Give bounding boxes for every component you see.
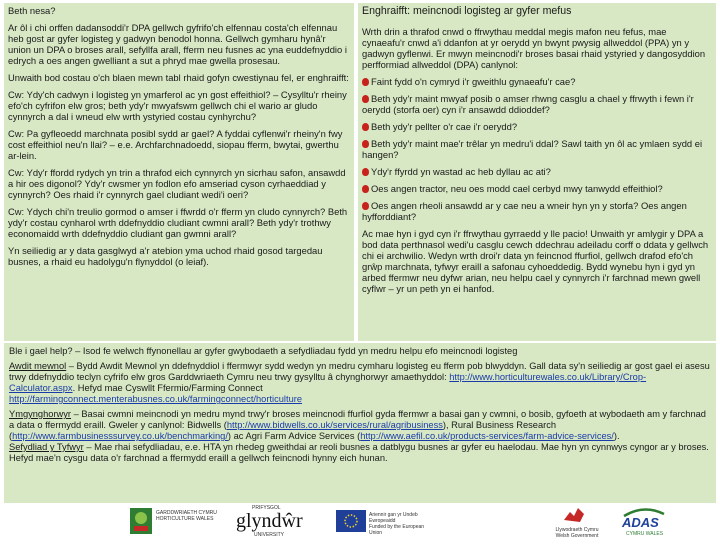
eu-line1: Ariennir gan yr Undeb Ewropeaidd bbox=[369, 512, 418, 524]
right-panel bbox=[358, 3, 716, 341]
left-paragraph: Unwaith bod costau o'ch blaen mewn tabl rhaid gofyn cwestiynau fel, er enghraifft: bbox=[8, 72, 349, 83]
ymgynghorwyr-title: Ymgynghorwyr bbox=[9, 409, 72, 419]
adas-sub: CYMRU WALES bbox=[626, 531, 664, 537]
eu-logo bbox=[334, 504, 434, 540]
ymgynghorwyr-section: Ymgynghorwyr – Basai cwmni meincnodi yn medru mynd trwy'r broses meincnodi ffurfiol gyda ffermwr a basai gan y cwmni, o bosib, gyfoeth at wybodaeth am y farchnad a data o ffermydd eraill. Gweler y canlynol: Bidwells (http://www.bidwells.co.uk/services/rural/agribusiness), Rural Business Research (http://www.farmbusinesssurvey.co.uk/benchmarking/) ac Agri Farm Advice Services (http://www.aefil.co.uk/products-services/farm-advice-services/). bbox=[9, 409, 706, 441]
apple-icon bbox=[362, 123, 369, 131]
wg-line2: Welsh Government bbox=[555, 533, 599, 539]
dragon-icon bbox=[562, 504, 586, 526]
left-question: Cw: Pa gyfleoedd marchnata posibl sydd ar gael? A fyddai cyflenwi'r rheiny'n fwy cost effeithiol neu'n llai? – e.e. Archfarchnadoedd, siopau fferm, bwytai, gwerthu ar-lein. bbox=[8, 128, 343, 161]
example-intro: Wrth drin a thrafod cnwd o ffrwythau meddal megis mafon neu fefus, mae cynaeafu'r cnwd a'i ddanfon at yr oerydd yn bwynt pwysig allweddol (PPA) yn y gadwyn gyflenwi. Er mwyn meincnodi'r broses basai rhaid ystyried y dangosyddion perfformiad allweddol (DPA) canlynol: bbox=[362, 26, 706, 70]
kpi-question: Oes angen rheoli ansawdd ar y cae neu a wneir hyn yn y storfa? Oes angen hyfforddiant? bbox=[362, 200, 687, 222]
afas-link[interactable]: http://www.aefil.co.uk/products-services/farm-advice-services/ bbox=[360, 431, 614, 441]
left-paragraph: Yn seiliedig ar y data gasglwyd a'r atebion yma uchod rhaid gosod targedau busnes, a rhaid eu hadolygu'n flynyddol (o leiaf). bbox=[8, 245, 323, 267]
adas-name: ADAS bbox=[622, 515, 659, 530]
left-question: Cw: Ydy'r ffordd rydych yn trin a thrafod eich cynnyrch yn sicrhau safon, ansawdd a hir oes digonol? Ydy'r cwsmer yn fodlon efo amseriad cyson cyrhaeddiad y cynnyrch? Oes rhaid i'r cynnyrch gael cludiant wedi'i oeri? bbox=[8, 167, 346, 200]
wg-line1: Llywodraeth Cymru bbox=[555, 527, 599, 533]
awdit-title: Awdit mewnol bbox=[9, 361, 67, 371]
sefydliadau-title: Sefydliad y Tyfwyr bbox=[9, 442, 84, 452]
crop-calculator-link[interactable]: http://www.horticulturewales.co.uk/Library/Crop-Calculator.aspx bbox=[9, 372, 647, 393]
kpi-question: Beth ydy'r maint mae'r trêlar yn medru'i ddal? Sawl taith yn ôl ac ymlaen sydd ei hangen? bbox=[362, 138, 703, 160]
rbr-link[interactable]: http://www.farmbusinesssurvey.co.uk/benchmarking/ bbox=[12, 431, 228, 441]
glyndwr-sub: UNIVERSITY bbox=[254, 532, 285, 538]
apple-icon bbox=[362, 95, 369, 103]
bidwells-link[interactable]: http://www.bidwells.co.uk/services/rural/agribusiness bbox=[226, 420, 443, 430]
adas-logo bbox=[614, 504, 674, 540]
left-question: Cw: Ydy'ch cadwyn i logisteg yn ymarferol ac yn gost effeithiol? – Cysylltu'r rheiny efo'ch cyfrifon elw gros; beth ydy'r mwyafswm gellwch chi el wario ar gludo cynnyrch a dal i wneud elw wrth ystyried costau cynhyrchu? bbox=[8, 89, 347, 122]
logo-strip bbox=[0, 504, 720, 540]
apple-icon bbox=[362, 202, 369, 210]
welsh-government-logo bbox=[540, 504, 608, 540]
kpi-question: Beth ydy'r maint mwyaf posib o amser rhwng casglu a chael y ffrwyth i fewn i'r oerydd (storfa oer) cyn i'r ansawdd ddioddef? bbox=[362, 93, 694, 115]
apple-icon bbox=[362, 168, 369, 176]
next-heading: Beth nesa? bbox=[8, 5, 56, 16]
kpi-question: Ydy'r ffyrdd yn wastad ac heb dyllau ac ati? bbox=[362, 166, 712, 177]
left-panel bbox=[4, 3, 354, 341]
left-paragraph: Ar ôl i chi orffen dadansoddi'r DPA gellwch gyfrifo'ch elfennau costa'ch elfennau heb gost ar gyfer logisteg y gadwyn benodol honna. Gellwch gymharu hynâ'r union un DPA o broses arall, sefyllfa arall, fferm neu fusnes ac yna euddefnyddio i edrych a oes angen gwelliant a sut a phryd mae gwella prosesau. bbox=[8, 22, 347, 66]
eu-flag-icon bbox=[336, 510, 366, 532]
kpi-question: Faint fydd o'n cymryd i'r gweithlu gynaeafu'r cae? bbox=[362, 76, 712, 87]
awdit-section: Awdit mewnol – Bydd Awdit Mewnol yn ddefnyddiol i ffermwyr sydd wedyn yn medru cymharu logisteg eu fferm pob blwyddyn. Gall data sy'n seiliedig ar gost gael ei asesu trwy ddefnyddio teclyn cyfrifo elw gros Garddwriaeth Cymru neu trwy gysylltu â chynghorwyr amaethyddol: http://www.horticulturewales.co.uk/Library/Crop-Calculator.aspx. Hefyd mae Cyswllt Ffermio/Farming Connect http://farmingconnect.menterabusnes.co.uk/farmingconnect/horticulture bbox=[9, 361, 710, 404]
glyndwr-pre: PRIFYSGOL bbox=[252, 505, 281, 511]
example-heading: Enghraifft: meincnodi logisteg ar gyfer mefus bbox=[362, 5, 572, 17]
garddwriaeth-logo bbox=[128, 504, 228, 540]
apple-icon bbox=[362, 185, 369, 193]
farming-connect-link[interactable]: http://farmingconnect.menterabusnes.co.uk/farmingconnect/horticulture bbox=[9, 394, 303, 404]
sefydliadau-section: Sefydliad y Tyfwyr – Mae rhai sefydliadau, e.e. HTA yn rhedeg gweithdai ar reoli busnes a datblygu busnes ar gyfer eu haelodau. Mae hyn yn cynnwys cyngor ar y broses. Hefyd mae'n cysgu data o'r farchnad a ffermydd eraill a gellwch feincnodi hynny eich hunan. bbox=[9, 442, 709, 463]
eu-line2: Funded by the European Union bbox=[369, 524, 425, 536]
kpi-question: Beth ydy'r pellter o'r cae i'r oerydd? bbox=[362, 121, 712, 132]
glyndwr-logo bbox=[232, 504, 316, 540]
glyndwr-name: glyndŵr bbox=[236, 510, 303, 532]
apple-icon bbox=[362, 140, 369, 148]
garddwriaeth-sub: HORTICULTURE WALES bbox=[156, 516, 214, 522]
apple-icon bbox=[362, 78, 369, 86]
help-panel bbox=[4, 343, 716, 503]
example-outro: Ac mae hyn i gyd cyn i'r ffrwythau gyrraedd y lle pacio! Unwaith yr amlygir y DPA a bod data perthnasol wedi'u casglu cewch ddechrau adeiladu corff o ddata y gellwch chi ei archwilio. Wedyn wrth droi'r data yn feincnod ffurfiol, gellwch drafod efo'ch grŵp marchnata, tyfwyr eraill a safonau cyhoeddedig. Bydd wynebu hyn i gyd yn arbed ffermwr neu dyfwr arian, neu helpu cael y cynnyrch i'r farchnad mewn gwell cyflwr – yr un peth yn ei hanfod. bbox=[362, 228, 709, 294]
kpi-question: Oes angen tractor, neu oes modd cael cerbyd mwy tanwydd effeithiol? bbox=[362, 183, 712, 194]
left-question: Cw: Ydych chi'n treulio gormod o amser i ffwrdd o'r fferm yn cludo cynnyrch? Beth ydy'r costau cynharol wrth ddefnyddio cludiant cwmni arall? Beth ydy'r trothwy economaidd wrth ddefnyddio cludiant gan gwmni arall? bbox=[8, 206, 348, 239]
garddwriaeth-name: GARDDWRIAETH CYMRU bbox=[156, 510, 217, 516]
help-lead: Ble i gael help? – Isod fe welwch ffynonellau ar gyfer gwybodaeth a sefydliadau fydd yn medru helpu efo meincnodi logisteg bbox=[9, 346, 518, 356]
